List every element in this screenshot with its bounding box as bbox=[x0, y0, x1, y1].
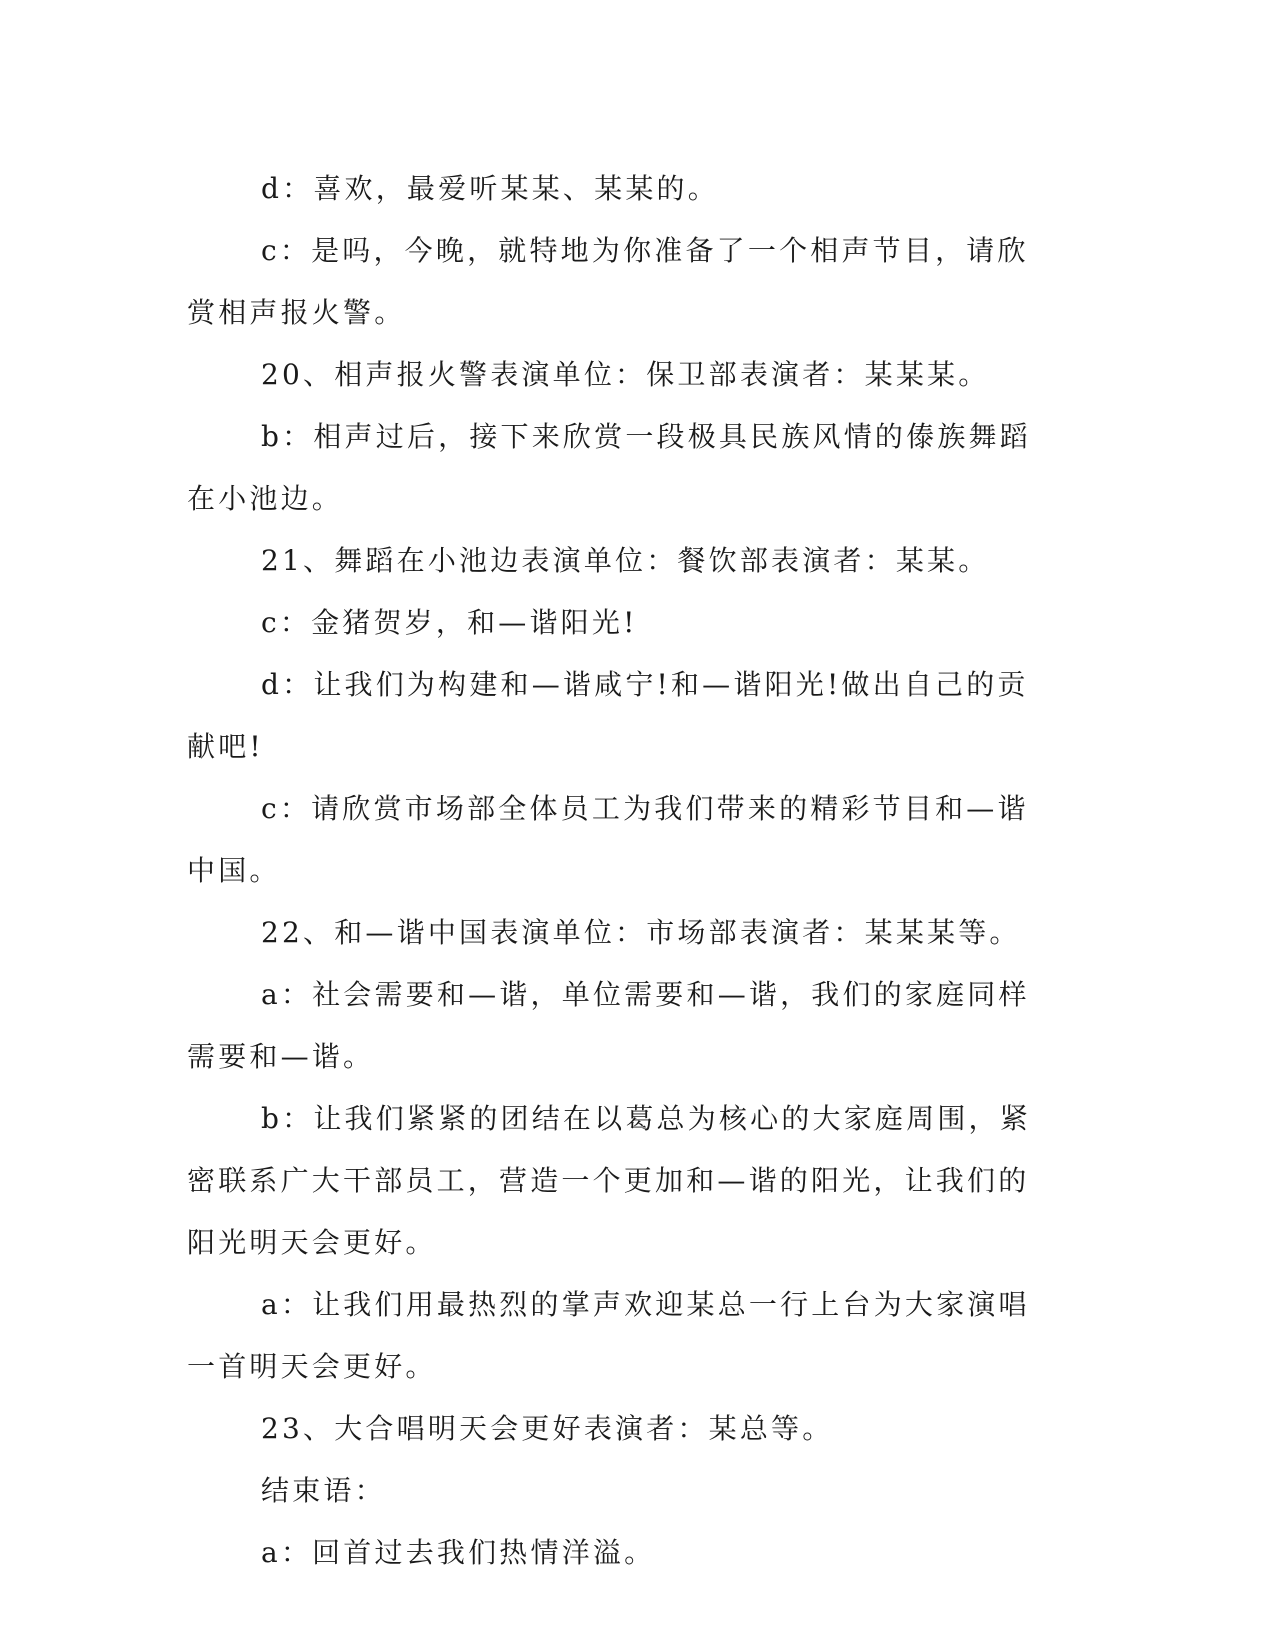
dialogue-line-c-crosstalk-intro: c：是吗，今晚，就特地为你准备了一个相声节目，请欣赏相声报火警。 bbox=[187, 234, 1029, 329]
dialogue-line-a-welcome: a：让我们用最热烈的掌声欢迎某总一行上台为大家演唱一首明天会更好。 bbox=[187, 1288, 1030, 1383]
program-item-20: 20、相声报火警表演单位：保卫部表演者：某某某。 bbox=[261, 358, 990, 391]
dialogue-line-c-market-intro: c：请欣赏市场部全体员工为我们带来的精彩节目和—谐中国。 bbox=[187, 792, 1029, 887]
dialogue-line-d-contribution: d：让我们为构建和—谐咸宁!和—谐阳光!做出自己的贡献吧! bbox=[187, 668, 1029, 763]
dialogue-line-b-unity: b：让我们紧紧的团结在以葛总为核心的大家庭周围，紧密联系广大干部员工，营造一个更加和—谐的阳光，让我们的阳光明天会更好。 bbox=[187, 1102, 1031, 1259]
dialogue-line-b-dance-intro: b：相声过后，接下来欣赏一段极具民族风情的傣族舞蹈在小池边。 bbox=[187, 420, 1031, 515]
dialogue-line-c-new-year: c：金猪贺岁，和—谐阳光! bbox=[261, 606, 638, 639]
closing-heading: 结束语： bbox=[261, 1474, 386, 1507]
document-body bbox=[187, 158, 1057, 1584]
dialogue-line-a-harmony: a：社会需要和—谐，单位需要和—谐，我们的家庭同样需要和—谐。 bbox=[187, 978, 1030, 1073]
dialogue-line-a-closing: a：回首过去我们热情洋溢。 bbox=[261, 1536, 656, 1569]
program-item-21: 21、舞蹈在小池边表演单位：餐饮部表演者：某某。 bbox=[261, 544, 990, 577]
dialogue-line-d-like: d：喜欢，最爱听某某、某某的。 bbox=[261, 172, 719, 205]
program-item-22: 22、和—谐中国表演单位：市场部表演者：某某某等。 bbox=[261, 916, 1021, 949]
program-item-23: 23、大合唱明天会更好表演者：某总等。 bbox=[261, 1412, 834, 1445]
